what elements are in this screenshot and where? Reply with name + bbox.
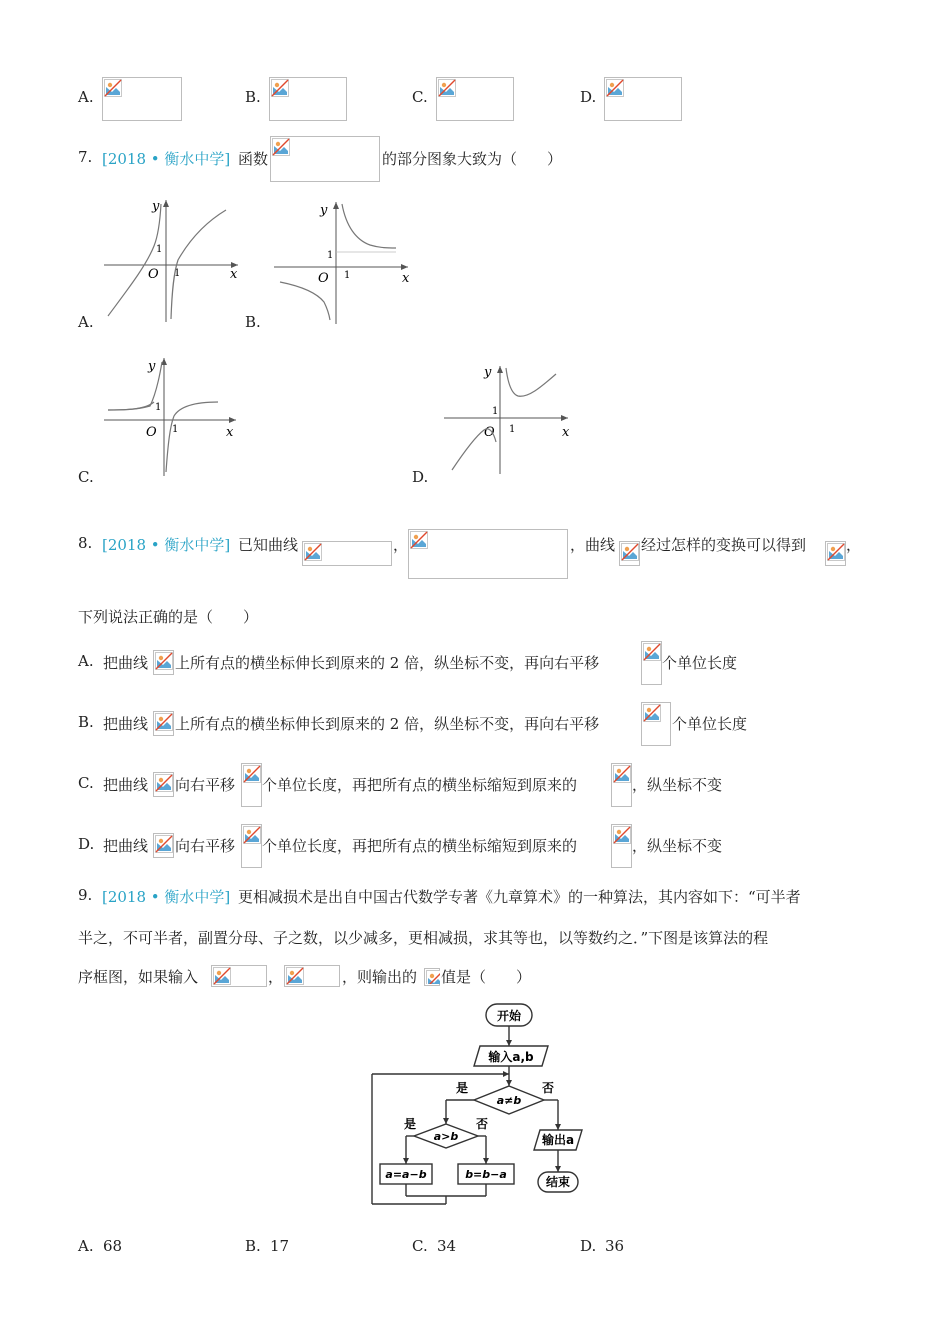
q9-input-b-image	[284, 965, 340, 987]
q7-graph-b-one-y: 1	[327, 250, 334, 261]
q7-graph-c-one-y: 1	[155, 402, 162, 413]
q6-option-b-image	[269, 77, 347, 121]
q9-line-3-a: 序框图，如果输入	[78, 968, 199, 986]
q9-option-d-value: 36	[605, 1237, 625, 1255]
q8-option-d-scale-image	[611, 824, 632, 868]
broken-image-icon	[613, 826, 631, 844]
q7-graph-c-origin: O	[146, 425, 157, 440]
q9-option-c-value: 34	[437, 1237, 457, 1255]
q8-c2-symbol-image	[825, 541, 846, 566]
q7-graph-d-one-y: 1	[492, 406, 499, 417]
q9-flow-output: 输出a	[541, 1133, 575, 1147]
q7-graph-d-one-x: 1	[509, 424, 516, 435]
q9-line-3-b: ，	[268, 968, 284, 986]
q7-graph-a-x-label: x	[230, 267, 238, 282]
q7-graph-a-origin: O	[148, 267, 159, 282]
q8-option-d-c1-image	[153, 833, 174, 858]
q8-option-a-text-2: 上所有点的横坐标伸长到原来的 2 倍，纵坐标不变，再向右平移	[175, 654, 600, 672]
q8-option-b-shift-image	[641, 702, 671, 746]
q9-option-a-value: 68	[103, 1237, 123, 1255]
q7-source-tag: [2018 • 衡水中学]	[102, 150, 231, 168]
q7-graph-b	[270, 196, 416, 328]
q7-graph-a	[98, 194, 248, 326]
q8-curve-c1-image	[302, 541, 392, 566]
broken-image-icon	[606, 79, 624, 97]
q9-output-var-image	[424, 968, 440, 986]
q7-text-before: 函数	[238, 150, 269, 168]
q9-flow-end: 结束	[545, 1175, 571, 1189]
q8-option-b-label: B.	[78, 713, 94, 731]
q8-option-b-text-1: 把曲线	[103, 715, 149, 733]
broken-image-icon	[438, 79, 456, 97]
q6-option-c: C.	[412, 88, 428, 106]
q9-option-a-label: A.	[78, 1237, 94, 1255]
q8-comma: ，	[393, 536, 409, 554]
q9-line-3-c: ，则输出的	[342, 968, 418, 986]
q8-option-c-c1-image	[153, 772, 174, 797]
broken-image-icon	[410, 531, 428, 549]
q9-flow-yes-1: 是	[455, 1081, 469, 1095]
q9-flow-start: 开始	[496, 1009, 522, 1023]
broken-image-icon	[243, 826, 261, 844]
q7-graph-a-one-y: 1	[156, 244, 163, 255]
q7-graph-d-y-label: y	[484, 365, 492, 380]
q8-option-a-text-1: 把曲线	[103, 654, 149, 672]
broken-image-icon	[155, 835, 173, 853]
q9-flow-assign-2: b=b−a	[465, 1168, 507, 1181]
broken-image-icon	[827, 543, 845, 561]
q7-graph-b-y-label: y	[320, 203, 328, 218]
broken-image-icon	[155, 774, 173, 792]
q7-function-image	[270, 136, 380, 182]
q7-graph-a-one-x: 1	[174, 268, 181, 279]
q7-option-b: B.	[245, 313, 261, 331]
q9-option-b-label: B.	[245, 1237, 261, 1255]
broken-image-icon	[155, 713, 173, 731]
q7-graph-b-one-x: 1	[344, 270, 351, 281]
q9-flow-cond-2: a>b	[433, 1130, 459, 1143]
broken-image-icon	[155, 652, 173, 670]
q8-option-c-text-2: 向右平移	[175, 776, 236, 794]
q8-source-tag: [2018 • 衡水中学]	[102, 536, 231, 554]
q8-option-d-text-2: 向右平移	[175, 837, 236, 855]
q6-option-b: B.	[245, 88, 261, 106]
q9-line-2: 半之，不可半者，副置分母、子之数，以少减多，更相减损，求其等也，以等数约之．”下图是该算法的程	[78, 929, 769, 947]
q8-option-d-text-3: 个单位长度，再把所有点的横坐标缩短到原来的	[262, 837, 578, 855]
q8-option-c-text-3: 个单位长度，再把所有点的横坐标缩短到原来的	[262, 776, 578, 794]
q8-text-3: 经过怎样的变换可以得到	[641, 536, 807, 554]
q9-flowchart	[368, 1000, 590, 1208]
q9-flow-cond-1: a≠b	[496, 1094, 522, 1107]
q7-graph-d	[440, 362, 576, 478]
q6-option-d-image	[604, 77, 682, 121]
q8-option-c-label: C.	[78, 774, 94, 792]
q8-option-d-label: D.	[78, 835, 95, 853]
broken-image-icon	[271, 79, 289, 97]
q9-number: 9.	[78, 886, 93, 904]
broken-image-icon	[286, 967, 304, 985]
q8-c1-symbol-image	[619, 541, 640, 566]
q8-option-b-text-2: 上所有点的横坐标伸长到原来的 2 倍，纵坐标不变，再向右平移	[175, 715, 600, 733]
q7-graph-c-x-label: x	[226, 425, 234, 440]
q8-option-c-text-1: 把曲线	[103, 776, 149, 794]
q6-option-c-image	[436, 77, 514, 121]
q7-graph-c-one-x: 1	[172, 424, 179, 435]
q7-graph-c	[100, 354, 244, 480]
q9-source-tag: [2018 • 衡水中学]	[102, 888, 231, 906]
q7-option-a: A.	[78, 313, 94, 331]
q9-flow-assign-1: a=a−b	[385, 1168, 427, 1181]
q8-option-c-scale-image	[611, 763, 632, 807]
broken-image-icon	[213, 967, 231, 985]
broken-image-icon	[621, 543, 639, 561]
broken-image-icon	[243, 765, 261, 783]
q7-graph-d-x-label: x	[562, 425, 570, 440]
q9-input-a-image	[211, 965, 267, 987]
q8-option-d-text-1: 把曲线	[103, 837, 149, 855]
q9-option-c-label: C.	[412, 1237, 428, 1255]
q8-option-c-text-4: ，纵坐标不变	[632, 776, 723, 794]
q7-graph-a-y-label: y	[152, 199, 160, 214]
q8-option-d-shift-image	[241, 824, 262, 868]
broken-image-icon	[643, 643, 661, 661]
q7-text-after: 的部分图象大致为（ ）	[382, 150, 563, 168]
q8-option-c-shift-image	[241, 763, 262, 807]
broken-image-icon	[613, 765, 631, 783]
q8-option-d-text-4: ，纵坐标不变	[632, 837, 723, 855]
q8-option-b-text-3: 个单位长度	[672, 715, 748, 733]
q8-option-a-shift-image	[641, 641, 662, 685]
q7-option-c: C.	[78, 468, 94, 486]
q8-line-2: 下列说法正确的是（ ）	[78, 608, 259, 626]
q6-option-d: D.	[580, 88, 597, 106]
q8-text-4: ，	[846, 536, 862, 554]
q7-graph-c-y-label: y	[148, 359, 156, 374]
q8-option-b-c1-image	[153, 711, 174, 736]
q8-option-a-text-3: 个单位长度	[662, 654, 738, 672]
q6-option-a: A.	[78, 88, 94, 106]
q8-curve-c2-image	[408, 529, 568, 579]
q7-option-d: D.	[412, 468, 429, 486]
broken-image-icon	[304, 543, 322, 561]
broken-image-icon	[426, 970, 440, 984]
q7-graph-b-origin: O	[318, 271, 329, 286]
q9-flow-input: 输入a,b	[488, 1050, 534, 1064]
broken-image-icon	[104, 79, 122, 97]
q8-text-2: ，曲线	[570, 536, 616, 554]
q7-number: 7.	[78, 148, 93, 166]
q7-graph-b-x-label: x	[402, 271, 410, 286]
broken-image-icon	[643, 704, 661, 722]
q9-option-d-label: D.	[580, 1237, 597, 1255]
q9-flow-yes-2: 是	[403, 1117, 417, 1131]
q9-line-1: 更相减损术是出自中国古代数学专著《九章算术》的一种算法，其内容如下：“可半者	[238, 888, 801, 906]
q8-number: 8.	[78, 534, 93, 552]
q8-option-a-c1-image	[153, 650, 174, 675]
q6-option-a-image	[102, 77, 182, 121]
q9-flow-no-2: 否	[475, 1117, 489, 1131]
broken-image-icon	[272, 138, 290, 156]
q9-option-b-value: 17	[270, 1237, 290, 1255]
q8-text-1: 已知曲线	[238, 536, 299, 554]
q8-option-a-label: A.	[78, 652, 94, 670]
q9-line-3-d: 值是（ ）	[441, 968, 532, 986]
q7-graph-d-origin: O	[484, 425, 495, 440]
q9-flow-no-1: 否	[541, 1081, 555, 1095]
